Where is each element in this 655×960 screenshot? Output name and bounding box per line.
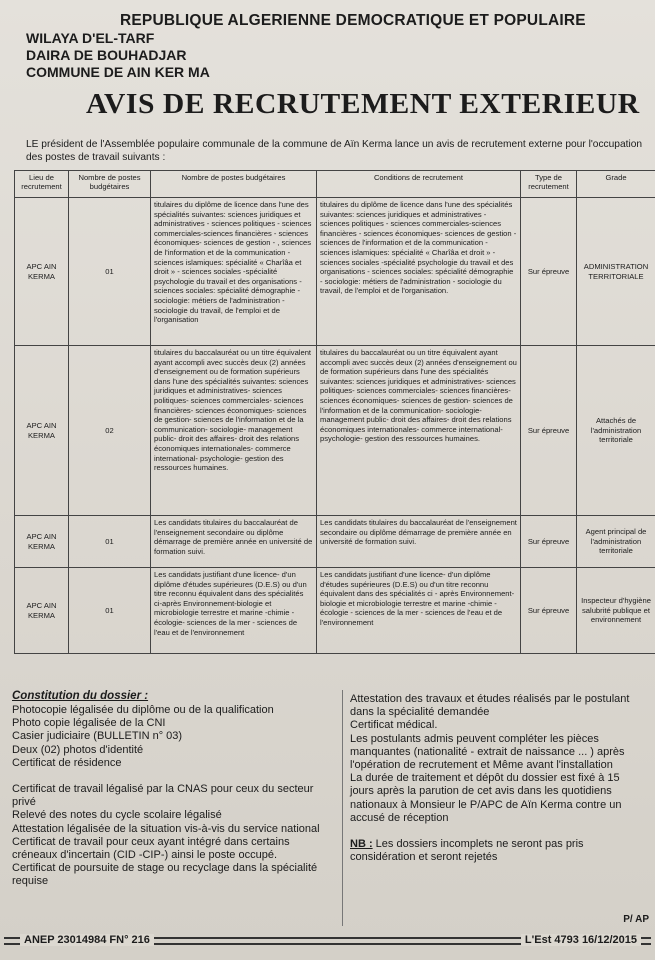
cell-conditions: titulaires du diplôme de licence dans l'une des spécialités suivantes: sciences juridiques et administratives - sciences politiques - sciences commerciales-sciences financières - sciences économiques- sciences de gestion - sciences de l'information et de la communication - sciences islamiques: spécialité « Charîâa et droit » - sciences sociales -spécialité psychologie du travail et des organisations - sciences sociales: spécialité démographie - sociologie: métiers de l'administration - sociologie du travail, de l'emploi et de l'organisation. [317, 198, 521, 346]
dossier-item: Certificat de travail pour ceux ayant intégré dans certains créneaux d'incertain (CID -CIP-) ainsi le poste occupé. [12, 835, 290, 862]
header-type: Type de recrutement [521, 171, 577, 198]
cell-conditions: titulaires du baccalauréat ou un titre équivalent ayant accompli avec succès deux (2) années d'enseignement ou de formation supérieurs dans l'une des spécialités suivantes: sciences juridiques et administratives- sciences politiques- sciences commerciales- sciences financières- sciences économiques- sciences de gestion- sciences de l'information et de la communication- sociologie- management public- droit des affaires- droit des relations économiques internationales- commerce international- psychologie- gestion des ressources humaines. [317, 346, 521, 516]
dossier-item: Certificat de travail légalisé par la CNAS pour ceux du secteur privé [12, 783, 314, 809]
notice-title: AVIS DE RECRUTEMENT EXTERIEUR [86, 88, 640, 120]
commune-heading: COMMUNE DE AIN KER MA [26, 64, 210, 80]
cell-type: Sur épreuve [521, 568, 577, 654]
dossier-item: Relevé des notes du cycle scolaire légalisé [12, 809, 222, 822]
cell-lieu: APC AIN KERMA [15, 198, 69, 346]
header-grade: Grade [577, 171, 655, 198]
cell-nombre: 01 [69, 516, 151, 568]
dossier-item: La durée de traitement et dépôt du dossier est fixé à 15 jours après la parution de cet avis dans les quotidiens nationaux à Monsieur le P/APC de Aïn Kerma contre un accusé de réception [350, 772, 622, 824]
dossier-item: Casier judiciaire (BULLETIN n° 03) [12, 730, 183, 743]
cell-nombre: 02 [69, 346, 151, 516]
dossier-item: Certificat médical. [350, 719, 438, 732]
cell-postes: titulaires du baccalauréat ou un titre équivalent ayant accompli avec succès deux (2) années d'enseignement ou de formation supérieurs dans l'une des spécialités suivantes: sciences juridiques et administratives- sciences politiques- sciences commerciales- sciences financières- sciences économiques- sciences de gestion- sciences de l'information et de la communication- sociologie- management public- droit des affaires- droit des relations économiques internationales- commerce international- psychologie- gestion des ressources humaines. [151, 346, 317, 516]
dossier-item: Attestation des travaux et études réalisés par le postulant dans la spécialité demandée [350, 693, 630, 719]
intro-paragraph: LE président de l'Assemblée populaire communale de la commune de Aïn Kerma lance un avis de recrutement externe pour l'occupation des postes de travail suivants : [26, 139, 643, 163]
cell-grade: ADMINISTRATION TERRITORIALE [577, 198, 655, 346]
dossier-item: Certificat de poursuite de stage ou recyclage dans la spécialité requise [12, 862, 318, 888]
nb-text: Les dossiers incomplets ne seront pas pris considération et seront rejetés [350, 838, 584, 864]
table-row [15, 568, 655, 654]
dossier-section [12, 690, 642, 940]
dossier-item: Certificat de résidence [12, 756, 122, 769]
cell-type: Sur épreuve [521, 346, 577, 516]
cell-postes: Les candidats justifiant d'une licence- d'un diplôme d'études supérieures (D.E.S) ou d'un titre reconnu équivalent dans des spécialités ci-après Environnement-biologie et microbiologie terrestre et marine -chimie - écologie- sciences de la mer - sciences de l'eau et de l'environnement [151, 568, 317, 654]
footer-bar [0, 930, 655, 960]
cell-conditions: Les candidats justifiant d'une licence- d'un diplôme d'études supérieures (D.E.S) ou d'un titre reconnu équivalent dans des spécialités ci - après Environnement-biologie et microbiologie terrestre et marine -chimie - écologie - sciences de la mer - sciences de l'eau et de l'environnement [317, 568, 521, 654]
table-header-row [15, 171, 655, 198]
header-conditions: Conditions de recrutement [317, 171, 521, 198]
signature-mark: P/ AP [623, 914, 649, 925]
dossier-item: Photocopie légalisée du diplôme ou de la qualification [12, 704, 274, 716]
table-row [15, 346, 655, 516]
column-divider [342, 690, 343, 926]
cell-type: Sur épreuve [521, 198, 577, 346]
nb-label: NB : [350, 838, 373, 851]
cell-lieu: APC AIN KERMA [15, 568, 69, 654]
cell-type: Sur épreuve [521, 516, 577, 568]
dossier-item: Photo copie légalisée de la CNI [12, 717, 166, 730]
cell-grade: Inspecteur d'hygiène salubrité publique et environnement [577, 568, 655, 654]
cell-lieu: APC AIN KERMA [15, 516, 69, 568]
daira-heading: DAIRA DE BOUHADJAR [26, 47, 187, 63]
wilaya-heading: WILAYA D'EL-TARF [26, 30, 155, 46]
cell-grade: Agent principal de l'administration territoriale [577, 516, 655, 568]
newspaper-reference: L'Est 4793 16/12/2015 [521, 934, 641, 946]
cell-nombre: 01 [69, 198, 151, 346]
cell-postes: titulaires du diplôme de licence dans l'une des spécialités suivantes: sciences juridiques et administratives - sciences politiques - sciences commerciales-sciences financières - sciences économiques- sciences de gestion - , sciences de l'information et de la communication - sciences islamiques: spécialité « Charîâa et droit » - sciences sociales -spécialité psychologie du travail et des organisations - sciences sociales: spécialité démographie - sociologie: métiers de l'administration - sociologie du travail, de l'emploi et de l'organisation [151, 198, 317, 346]
dossier-item: Attestation légalisée de la situation vis-à-vis du service national [12, 822, 320, 835]
table-row [15, 198, 655, 346]
dossier-title: Constitution du dossier : [12, 690, 149, 702]
header-postes: Nombre de postes budgétaires [151, 171, 317, 198]
dossier-right-column [350, 693, 645, 864]
cell-conditions: Les candidats titulaires du baccalauréat de l'enseignement secondaire ou diplôme démarrage de première année en université de formation suivi. [317, 516, 521, 568]
cell-grade: Attachés de l'administration territoriale [577, 346, 655, 516]
anep-reference: ANEP 23014984 FN° 216 [20, 934, 154, 946]
table-row [15, 516, 655, 568]
dossier-item: Deux (02) photos d'identité [12, 743, 144, 756]
cell-postes: Les candidats titulaires du baccalauréat de l'enseignement secondaire ou diplôme démarrage de première année en université de formation suivi. [151, 516, 317, 568]
dossier-left-column [12, 704, 337, 889]
dossier-item: Les postulants admis peuvent compléter les pièces manquantes (nationalité - extrait de naissance ... ) après l'opération de recrutement et Même avant l'installation [350, 732, 625, 772]
header-nombre: Nombre de postes budgétaires [69, 171, 151, 198]
cell-lieu: APC AIN KERMA [15, 346, 69, 516]
header-lieu: Lieu de recrutement [15, 171, 69, 198]
nb-note [350, 838, 645, 864]
recruitment-table [14, 170, 655, 654]
cell-nombre: 01 [69, 568, 151, 654]
republic-heading: REPUBLIQUE ALGERIENNE DEMOCRATIQUE ET POPULAIRE [120, 12, 586, 29]
